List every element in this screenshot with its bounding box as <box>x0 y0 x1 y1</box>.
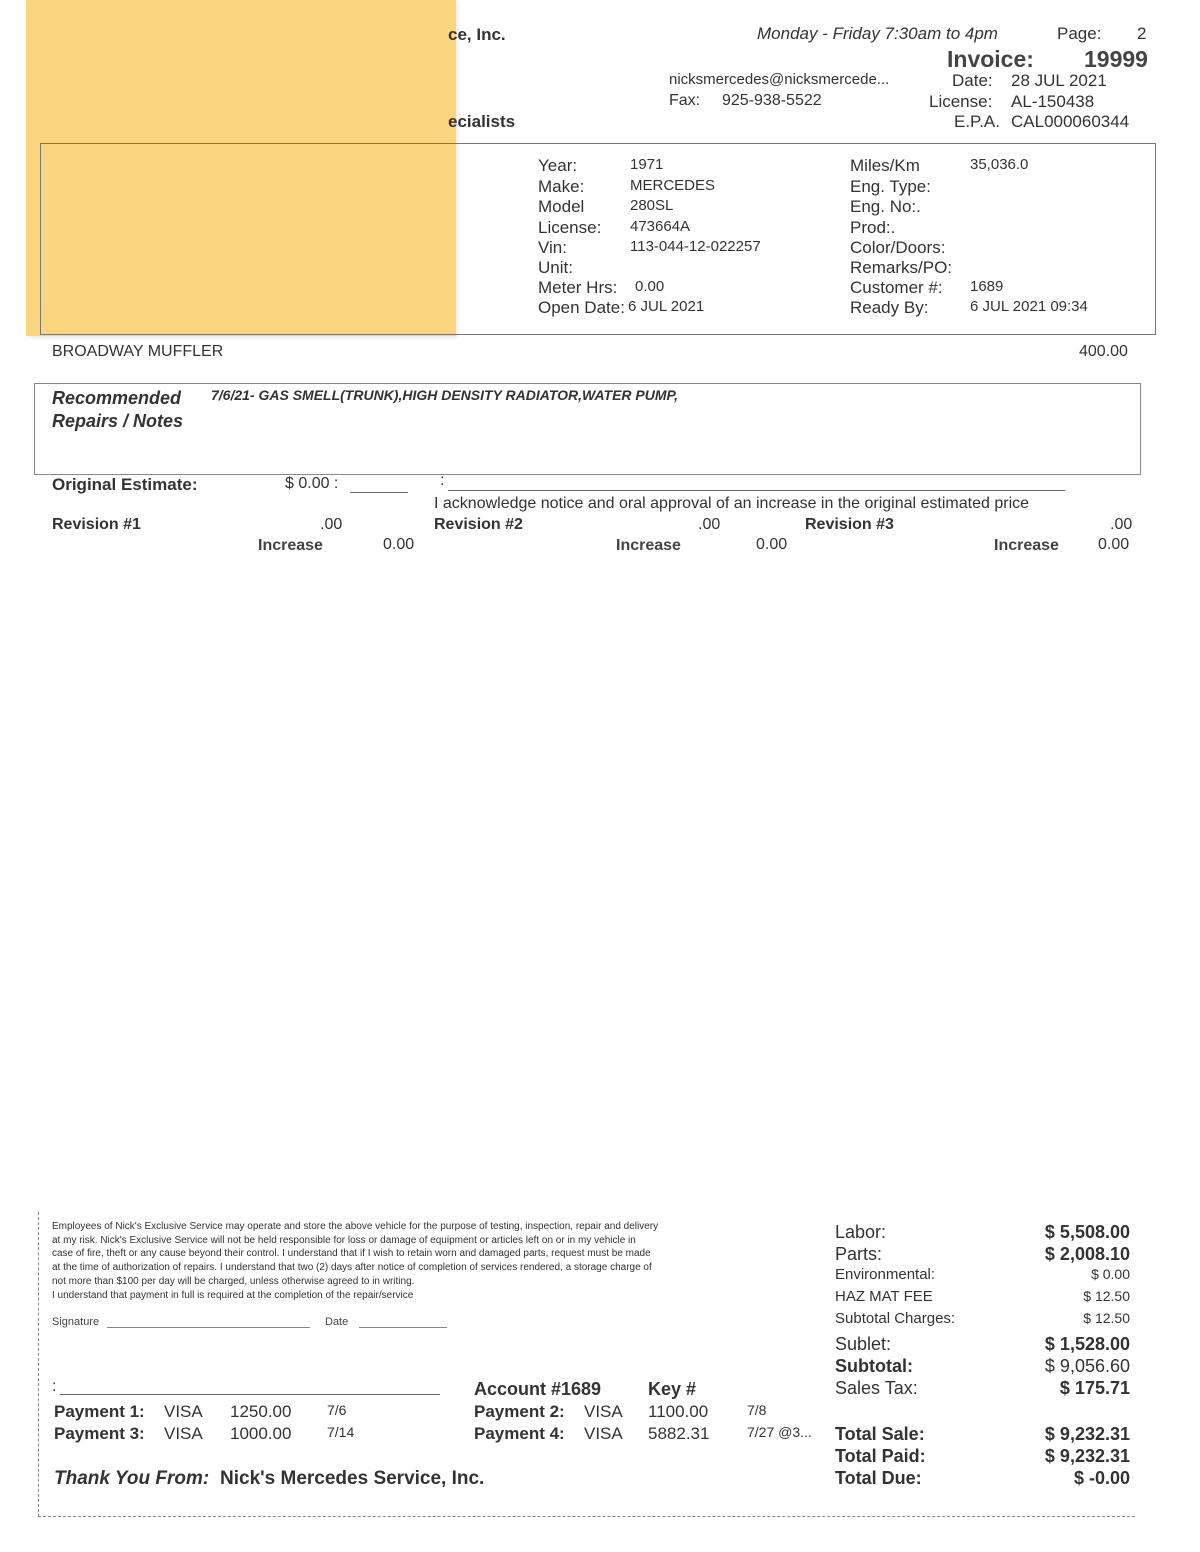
page-label: Page: <box>1057 24 1102 43</box>
original-estimate-label: Original Estimate: <box>52 475 198 494</box>
payment-4-method: VISA <box>584 1424 623 1443</box>
labor-amount: $ 5,508.00 <box>1044 1222 1130 1242</box>
sublet-label: Sublet: <box>835 1334 892 1354</box>
remarks-po-label: Remarks/PO: <box>850 258 953 277</box>
total-paid-amount: $ 9,232.31 <box>1044 1446 1130 1466</box>
payment-4-amount: 5882.31 <box>648 1424 710 1443</box>
fax-label: Fax: <box>669 92 701 109</box>
payment-3-label: Payment 3: <box>54 1424 145 1443</box>
revision-1-value: .00 <box>320 516 343 533</box>
revision-2-increase: 0.00 <box>756 536 788 553</box>
eng-no-label: Eng. No:. <box>850 197 921 216</box>
revision-1-increase-label: Increase <box>258 537 323 554</box>
payment-1-method: VISA <box>164 1402 203 1421</box>
signature-label: Signature <box>52 1316 100 1328</box>
thank-you-company: Nick's Mercedes Service, Inc. <box>220 1468 485 1489</box>
total-due-label: Total Due: <box>835 1468 922 1488</box>
meter-hrs-label: Meter Hrs: <box>538 278 618 297</box>
disclaimer-line: I understand that payment in full is required at the completion of the repair/service <box>52 1289 414 1301</box>
notes-label-repairs: Repairs / Notes <box>52 411 184 431</box>
line-item-description: BROADWAY MUFFLER <box>52 343 224 360</box>
payment-3-amount: 1000.00 <box>230 1424 292 1443</box>
shop-email: nicksmercedes@nicksmercede... <box>669 71 890 88</box>
payment-2-date: 7/8 <box>747 1402 767 1418</box>
line-item-amount: 400.00 <box>1079 343 1128 360</box>
notes-label-recommended: Recommended <box>52 388 182 408</box>
revision-2-label: Revision #2 <box>434 516 523 533</box>
unit-label: Unit: <box>538 258 573 277</box>
signature-line <box>107 1327 310 1328</box>
payment-3-method: VISA <box>164 1424 203 1443</box>
eng-type-label: Eng. Type: <box>850 177 931 196</box>
revision-2-increase-label: Increase <box>616 537 681 554</box>
color-doors-label: Color/Doors: <box>850 238 946 257</box>
disclaimer-line: Employees of Nick's Exclusive Service may operate and store the above vehicle for the purpose of testing, inspection, repair and delivery <box>52 1221 659 1232</box>
revision-1-label: Revision #1 <box>52 516 141 533</box>
footer-authorization-line <box>60 1394 440 1395</box>
vin-value: 113-044-12-022257 <box>630 238 761 255</box>
disclaimer-line: case of fire, theft or any cause beyond their control. I understand that if I wish to retain worn and damaged parts, request must be made <box>52 1248 651 1260</box>
date-label: Date: <box>952 71 993 90</box>
original-estimate-value: $ 0.00 : <box>285 475 339 492</box>
invoice-label: Invoice: <box>947 46 1034 72</box>
payment-2-amount: 1100.00 <box>648 1402 709 1421</box>
sales-tax-amount: $ 175.71 <box>1059 1378 1130 1398</box>
payment-2-method: VISA <box>584 1402 623 1421</box>
sublet-amount: $ 1,528.00 <box>1044 1334 1130 1354</box>
payment-1-date: 7/6 <box>327 1402 347 1418</box>
signature-date-label: Date <box>325 1316 349 1328</box>
haz-mat-fee-amount: $ 12.50 <box>1083 1288 1130 1304</box>
meter-hrs-value: 0.00 <box>635 278 665 295</box>
disclaimer-line: not more than $100 per day will be charged, unless otherwise agreed to in writing. <box>52 1275 415 1287</box>
business-hours: Monday - Friday 7:30am to 4pm <box>757 24 998 43</box>
parts-amount: $ 2,008.10 <box>1044 1244 1130 1264</box>
revision-3-increase: 0.00 <box>1098 536 1130 553</box>
payment-3-date: 7/14 <box>327 1424 355 1440</box>
subtotal-charges-label: Subtotal Charges: <box>835 1310 956 1327</box>
thank-you-label: Thank You From: <box>54 1468 210 1489</box>
model-label: Model <box>538 197 585 216</box>
sales-tax-label: Sales Tax: <box>835 1378 918 1398</box>
payment-4-date: 7/27 @3... <box>747 1424 812 1440</box>
service-disclaimer <box>52 1220 792 1302</box>
miles-label: Miles/Km <box>850 156 920 175</box>
vehicle-license-value: 473664A <box>630 218 691 235</box>
disclaimer-line: at the time of authorization of repairs. I understand that two (2) days after notice of completion of services rendered, a storage charge of <box>52 1262 652 1274</box>
page-number: 2 <box>1137 24 1147 43</box>
revision-3-label: Revision #3 <box>805 516 894 533</box>
haz-mat-fee-label: HAZ MAT FEE <box>835 1288 933 1305</box>
payment-1-amount: 1250.00 <box>230 1402 292 1421</box>
model-value: 280SL <box>630 197 674 214</box>
revision-3-value: .00 <box>1110 516 1133 533</box>
epa-label: E.P.A. <box>954 112 1000 131</box>
payment-4-label: Payment 4: <box>474 1424 565 1443</box>
invoice-number: 19999 <box>1084 46 1148 72</box>
revision-3-increase-label: Increase <box>994 537 1059 554</box>
estimate-initial-line <box>350 492 408 493</box>
customer-number-value: 1689 <box>970 278 1004 295</box>
ready-by-value: 6 JUL 2021 09:34 <box>970 298 1088 315</box>
subtotal-charges-amount: $ 12.50 <box>1083 1310 1130 1326</box>
labor-label: Labor: <box>835 1222 887 1242</box>
specialists-fragment: ecialists <box>448 112 516 131</box>
vin-label: Vin: <box>538 238 567 257</box>
approval-signature-line <box>448 490 1065 491</box>
invoice-date: 28 JUL 2021 <box>1011 71 1107 90</box>
year-label: Year: <box>538 156 578 175</box>
total-sale-label: Total Sale: <box>835 1424 925 1444</box>
make-value: MERCEDES <box>630 177 716 194</box>
parts-label: Parts: <box>835 1244 883 1264</box>
payment-2-label: Payment 2: <box>474 1402 565 1421</box>
disclaimer-line: at my risk. Nick's Exclusive Service will not be held responsible for loss or damage of equipment or articles left on or in my vehicle in <box>52 1234 636 1246</box>
key-number-label: Key # <box>648 1379 697 1399</box>
acknowledgement-text: I acknowledge notice and oral approval of an increase in the original estimated price <box>434 495 1030 512</box>
prod-label: Prod:. <box>850 218 896 237</box>
footer-colon: : <box>52 1378 57 1395</box>
total-paid-label: Total Paid: <box>835 1446 926 1466</box>
subtotal-label: Subtotal: <box>835 1356 913 1376</box>
company-name-fragment: ce, Inc. <box>448 25 506 44</box>
open-date-value: 6 JUL 2021 <box>628 298 705 315</box>
subtotal-amount: $ 9,056.60 <box>1044 1356 1130 1376</box>
environmental-label: Environmental: <box>835 1266 936 1283</box>
revision-1-increase: 0.00 <box>383 536 415 553</box>
account-number: Account #1689 <box>474 1379 602 1399</box>
ready-by-label: Ready By: <box>850 298 929 317</box>
vehicle-license-label: License: <box>538 218 602 237</box>
epa-number: CAL000060344 <box>1011 112 1130 131</box>
year-value: 1971 <box>630 156 664 173</box>
approval-colon: : <box>440 472 445 489</box>
license-label: License: <box>929 92 993 111</box>
shop-license: AL-150438 <box>1011 92 1095 111</box>
notes-text: 7/6/21- GAS SMELL(TRUNK),HIGH DENSITY RADIATOR,WATER PUMP, <box>211 387 678 403</box>
customer-number-label: Customer #: <box>850 278 943 297</box>
total-sale-amount: $ 9,232.31 <box>1044 1424 1130 1444</box>
miles-value: 35,036.0 <box>970 156 1029 173</box>
fax-number: 925-938-5522 <box>722 92 822 109</box>
open-date-label: Open Date: <box>538 298 625 317</box>
revision-2-value: .00 <box>698 516 721 533</box>
signature-date-line <box>359 1327 447 1328</box>
environmental-amount: $ 0.00 <box>1091 1266 1130 1282</box>
payment-1-label: Payment 1: <box>54 1402 145 1421</box>
make-label: Make: <box>538 177 585 196</box>
total-due-amount: $ -0.00 <box>1073 1468 1130 1488</box>
